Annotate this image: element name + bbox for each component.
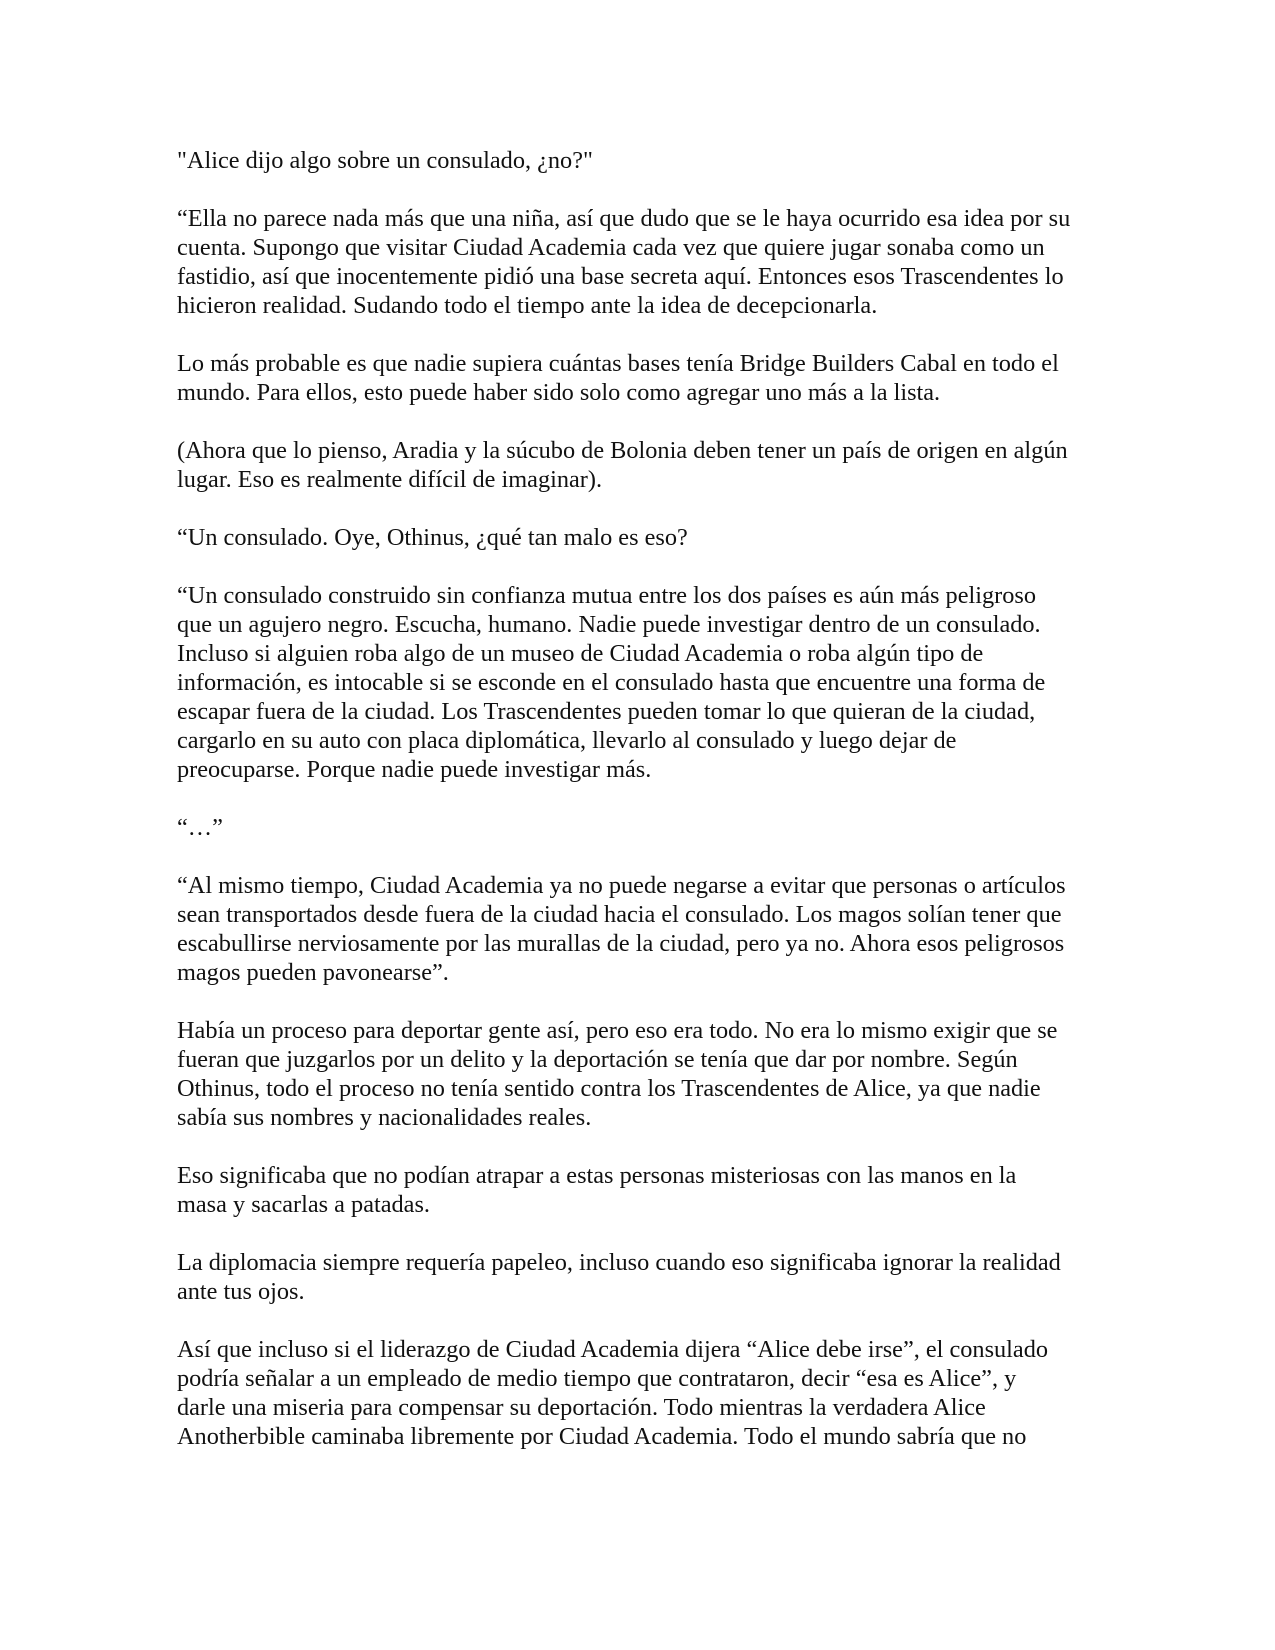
paragraph xyxy=(177,581,1107,784)
paragraph xyxy=(177,146,1107,175)
paragraph xyxy=(177,349,1107,407)
text-line: podría señalar a un empleado de medio tiempo que contrataron, decir “esa es Alice”, y xyxy=(177,1365,1017,1392)
text-line: mundo. Para ellos, esto puede haber sido solo como agregar uno más a la lista. xyxy=(177,379,941,406)
text-line: escabullirse nerviosamente por las murallas de la ciudad, pero ya no. Ahora esos peligrosos xyxy=(177,930,1065,957)
text-line: masa y sacarlas a patadas. xyxy=(177,1191,430,1218)
paragraph xyxy=(177,1161,1107,1219)
text-line: “Un consulado. Oye, Othinus, ¿qué tan malo es eso? xyxy=(177,524,688,551)
text-line: cargarlo en su auto con placa diplomática, llevarlo al consulado y luego dejar de xyxy=(177,727,957,754)
text-line: “Ella no parece nada más que una niña, así que dudo que se le haya ocurrido esa idea por su xyxy=(177,205,1071,232)
text-line: “Un consulado construido sin confianza mutua entre los dos países es aún más peligroso xyxy=(177,582,1036,609)
text-line: La diplomacia siempre requería papeleo, incluso cuando eso significaba ignorar la realidad xyxy=(177,1249,1061,1276)
text-line: Así que incluso si el liderazgo de Ciudad Academia dijera “Alice debe irse”, el consulado xyxy=(177,1336,1049,1363)
text-line: cuenta. Supongo que visitar Ciudad Academia cada vez que quiere jugar sonaba como un xyxy=(177,234,1045,261)
text-line: preocuparse. Porque nadie puede investigar más. xyxy=(177,756,652,783)
paragraph xyxy=(177,871,1107,987)
text-line: “Al mismo tiempo, Ciudad Academia ya no puede negarse a evitar que personas o artículos xyxy=(177,872,1066,899)
text-line: que un agujero negro. Escucha, humano. Nadie puede investigar dentro de un consulado. xyxy=(177,611,1041,638)
text-line: hicieron realidad. Sudando todo el tiempo ante la idea de decepcionarla. xyxy=(177,292,878,319)
text-line: Había un proceso para deportar gente así, pero eso era todo. No era lo mismo exigir que se xyxy=(177,1017,1058,1044)
paragraph xyxy=(177,1335,1107,1451)
text-line: escapar fuera de la ciudad. Los Trascendentes pueden tomar lo que quieran de la ciudad, xyxy=(177,698,1036,725)
text-line: sean transportados desde fuera de la ciudad hacia el consulado. Los magos solían tener que xyxy=(177,901,1062,928)
text-line: Lo más probable es que nadie supiera cuántas bases tenía Bridge Builders Cabal en todo el xyxy=(177,350,1059,377)
paragraph xyxy=(177,813,1107,842)
text-line: sabía sus nombres y nacionalidades reales. xyxy=(177,1104,592,1131)
text-line: “…” xyxy=(177,814,223,841)
text-line: darle una miseria para compensar su deportación. Todo mientras la verdadera Alice xyxy=(177,1394,986,1421)
paragraph xyxy=(177,436,1107,494)
paragraph xyxy=(177,1248,1107,1306)
text-line: (Ahora que lo pienso, Aradia y la súcubo de Bolonia deben tener un país de origen en algún xyxy=(177,437,1068,464)
text-line: Anotherbible caminaba libremente por Ciudad Academia. Todo el mundo sabría que no xyxy=(177,1423,1027,1450)
text-line: magos pueden pavonearse”. xyxy=(177,959,449,986)
text-line: lugar. Eso es realmente difícil de imaginar). xyxy=(177,466,603,493)
text-line: Eso significaba que no podían atrapar a estas personas misteriosas con las manos en la xyxy=(177,1162,1017,1189)
paragraph xyxy=(177,523,1107,552)
text-line: Othinus, todo el proceso no tenía sentido contra los Trascendentes de Alice, ya que nadie xyxy=(177,1075,1041,1102)
paragraph xyxy=(177,1016,1107,1132)
text-line: información, es intocable si se esconde en el consulado hasta que encuentre una forma de xyxy=(177,669,1046,696)
document-body xyxy=(177,146,1107,1451)
text-line: Incluso si alguien roba algo de un museo de Ciudad Academia o roba algún tipo de xyxy=(177,640,984,667)
text-line: ante tus ojos. xyxy=(177,1278,305,1305)
text-line: "Alice dijo algo sobre un consulado, ¿no?" xyxy=(177,147,593,174)
text-line: fueran que juzgarlos por un delito y la deportación se tenía que dar por nombre. Según xyxy=(177,1046,1018,1073)
paragraph xyxy=(177,204,1107,320)
text-line: fastidio, así que inocentemente pidió una base secreta aquí. Entonces esos Trascendentes lo xyxy=(177,263,1064,290)
